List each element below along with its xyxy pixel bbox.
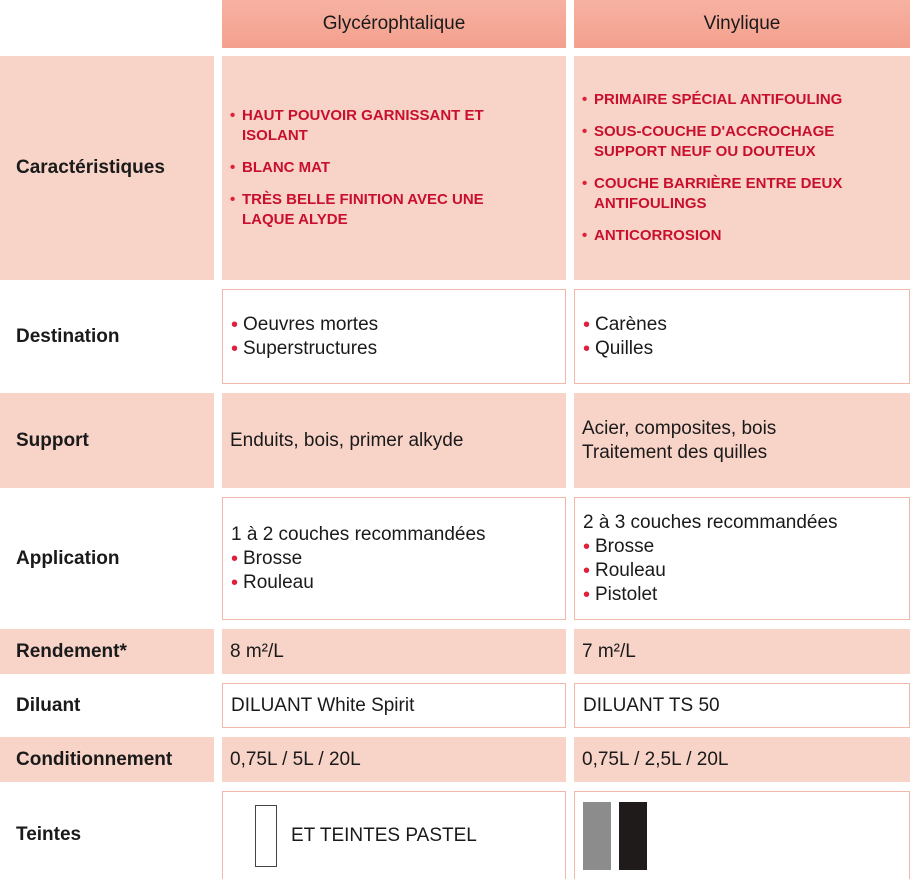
row-label-diluant: Diluant (16, 694, 81, 716)
color-swatch-black (619, 802, 647, 870)
rendement-vinylique-cell: 7 m²/L (574, 629, 910, 674)
teintes-pastel-text: ET TEINTES PASTEL (291, 824, 477, 846)
rendement-glycero-cell: 8 m²/L (222, 629, 566, 674)
list-item: • Brosse (231, 547, 486, 571)
list-item: • Pistolet (583, 583, 838, 607)
row-label-support: Support (0, 393, 214, 488)
destination-vinylique-cell (574, 289, 910, 384)
row-label-caracteristiques: Caractéristiques (0, 56, 214, 280)
list-item: • Brosse (583, 535, 838, 559)
list-item: • Carènes (583, 313, 667, 337)
conditionnement-glycero-cell: 0,75L / 5L / 20L (222, 737, 566, 782)
row-label-teintes: Teintes (16, 824, 82, 845)
teintes-glycero-cell (222, 791, 566, 879)
header-vinylique: Vinylique (574, 0, 910, 48)
caracteristiques-vinylique-list (582, 90, 890, 246)
application-glycero-content (231, 523, 486, 595)
row-label-rendement: Rendement* (0, 629, 214, 674)
teintes-vinylique-cell (574, 791, 910, 879)
application-intro: 2 à 3 couches recommandées (583, 511, 838, 533)
application-glycero-cell (222, 497, 566, 620)
destination-glycero-cell (222, 289, 566, 384)
application-intro: 1 à 2 couches recommandées (231, 523, 486, 545)
caracteristiques-glycero-list (230, 106, 536, 230)
list-item: • TRÈS BELLE FINITION AVEC UNE LAQUE ALYDE (230, 190, 536, 230)
row-label-conditionnement: Conditionnement (0, 737, 214, 782)
list-item: • Quilles (583, 337, 667, 361)
application-vinylique-cell (574, 497, 910, 620)
list-item: • Oeuvres mortes (231, 313, 378, 337)
caracteristiques-vinylique-cell (574, 56, 910, 280)
support-glycero-cell: Enduits, bois, primer alkyde (222, 393, 566, 488)
list-item: • Rouleau (583, 559, 838, 583)
support-line: Traitement des quilles (582, 441, 768, 463)
row-label-application: Application (16, 547, 120, 569)
list-item: • Rouleau (231, 571, 486, 595)
application-vinylique-list (583, 535, 838, 607)
caracteristiques-glycero-cell (222, 56, 566, 280)
list-item: • HAUT POUVOIR GARNISSANT ET ISOLANT (230, 106, 536, 146)
row-label-destination: Destination (16, 325, 120, 347)
list-item: • ANTICORROSION (582, 226, 890, 246)
conditionnement-vinylique-cell: 0,75L / 2,5L / 20L (574, 737, 910, 782)
diluant-vinylique-cell: DILUANT TS 50 (574, 683, 910, 728)
application-vinylique-content (583, 511, 838, 607)
support-line: Acier, composites, bois (582, 417, 777, 439)
color-swatch-white (255, 805, 277, 867)
support-vinylique-cell (574, 393, 910, 488)
color-swatch-grey (583, 802, 611, 870)
list-item: • SOUS-COUCHE D'ACCROCHAGE SUPPORT NEUF OU DOUTEUX (582, 122, 890, 162)
list-item: • COUCHE BARRIÈRE ENTRE DEUX ANTIFOULINGS (582, 174, 890, 214)
diluant-glycero-cell: DILUANT White Spirit (222, 683, 566, 728)
support-vinylique-text (582, 417, 776, 465)
application-glycero-list (231, 547, 486, 595)
destination-vinylique-list (583, 313, 667, 361)
list-item: • Superstructures (231, 337, 378, 361)
header-glycerophtalique: Glycérophtalique (222, 0, 566, 48)
destination-glycero-list (231, 313, 378, 361)
list-item: • PRIMAIRE SPÉCIAL ANTIFOULING (582, 90, 890, 110)
list-item: • BLANC MAT (230, 158, 536, 178)
